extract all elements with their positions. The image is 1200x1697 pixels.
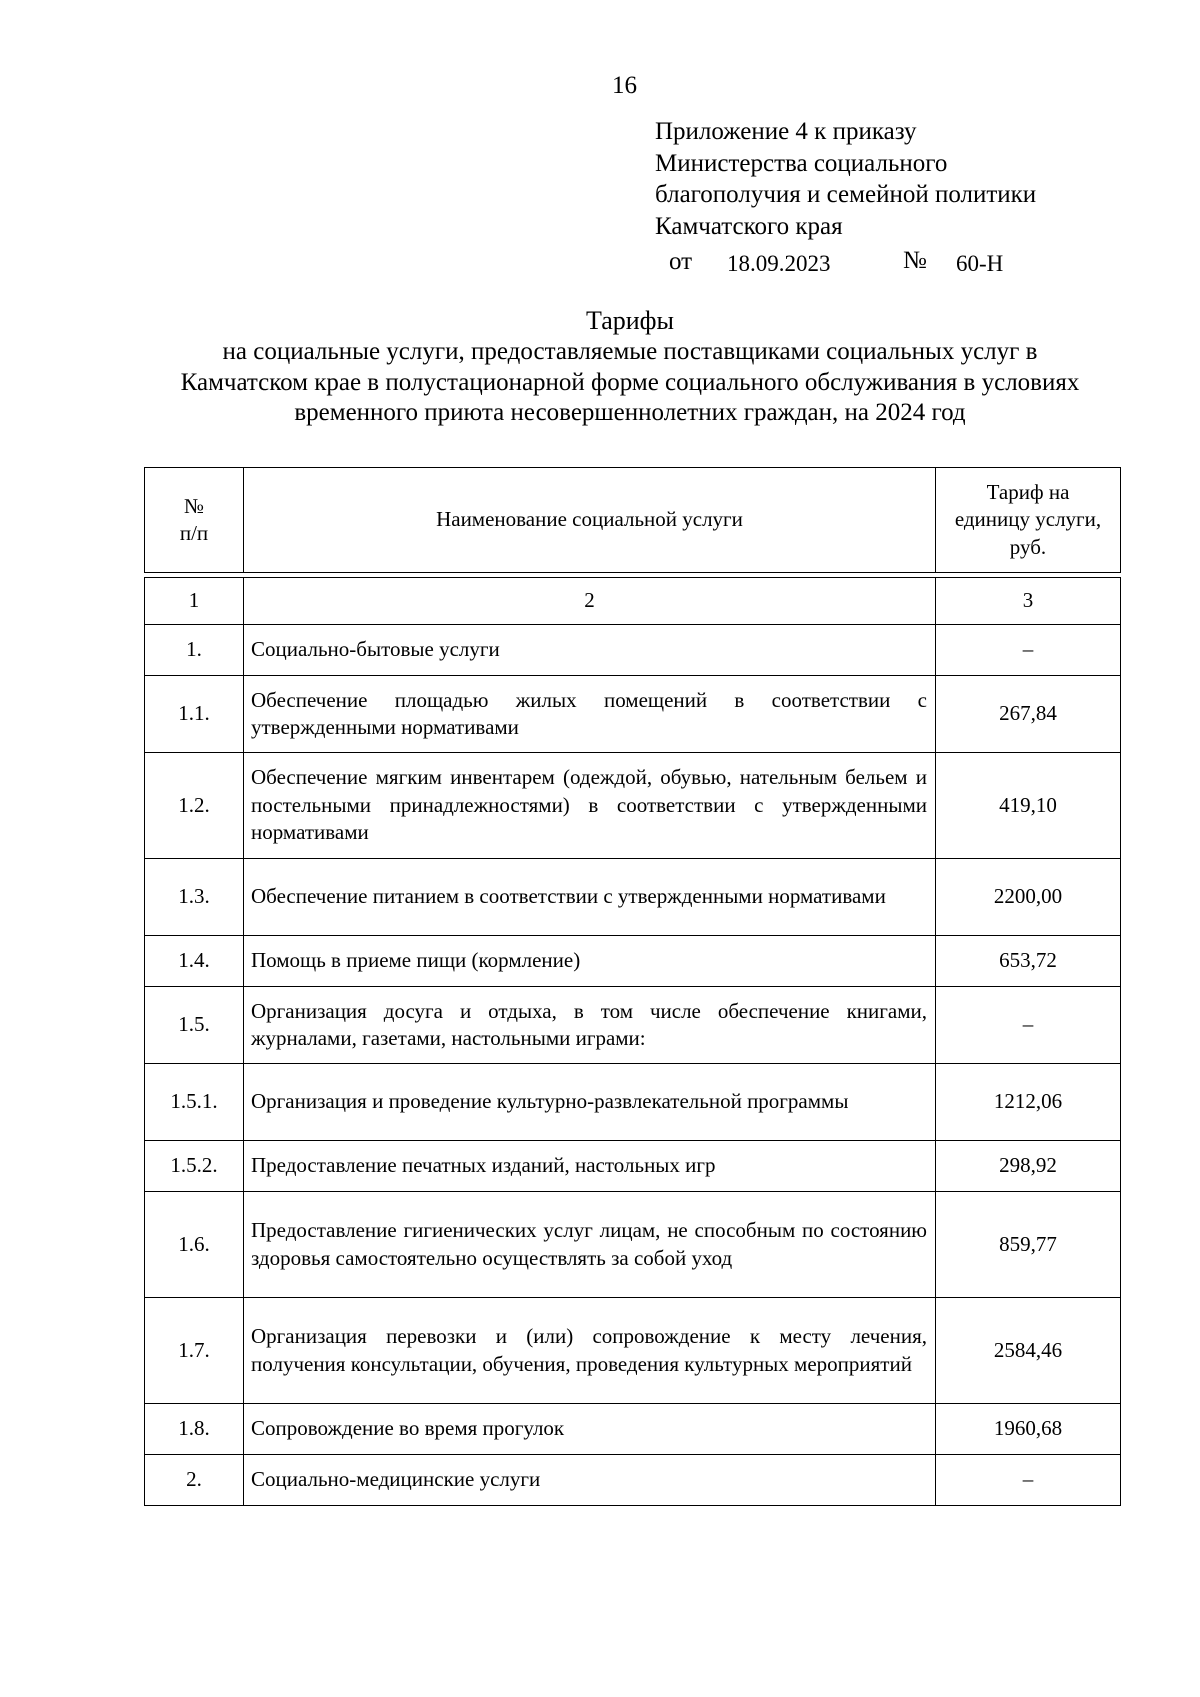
column-number-row <box>145 578 1121 625</box>
row-service-name: Помощь в приеме пищи (кормление) <box>244 936 936 987</box>
row-number: 1.2. <box>145 753 244 859</box>
table-row <box>145 1192 1121 1298</box>
row-price: 2584,46 <box>936 1298 1121 1404</box>
row-price: 298,92 <box>936 1141 1121 1192</box>
row-service-name: Обеспечение питанием в соответствии с утвержденными нормативами <box>244 859 936 936</box>
row-price: 2200,00 <box>936 859 1121 936</box>
appendix-line: благополучия и семейной политики <box>655 181 1037 208</box>
row-service-name: Предоставление гигиенических услуг лицам, не способным по состоянию здоровья самостоятельно осуществлять за собой уход <box>244 1192 936 1298</box>
row-service-name: Социально-медицинские услуги <box>244 1455 936 1506</box>
row-price: 267,84 <box>936 676 1121 753</box>
appendix-block <box>655 116 1036 242</box>
table-row <box>145 987 1121 1064</box>
order-date: 18.09.2023 <box>727 251 831 276</box>
order-number-sign: № <box>903 247 927 274</box>
row-price: – <box>936 1455 1121 1506</box>
appendix-line: Камчатского края <box>655 212 843 240</box>
table-header-row <box>145 468 1121 573</box>
table-row <box>145 859 1121 936</box>
row-price: 1960,68 <box>936 1404 1121 1455</box>
row-price: 419,10 <box>936 753 1121 859</box>
row-number: 1.6. <box>145 1192 244 1298</box>
document-subtitle: на социальные услуги, предоставляемые поставщиками социальных услуг в Камчатском крае в полустационарной форме социального обслуживания в условиях временного приюта несовершеннолетних граждан, на 2024 год <box>180 338 1080 426</box>
row-service-name: Обеспечение мягким инвентарем (одеждой, обувью, нательным бельем и постельными принадлежностями) в соответствии с утвержденными нормативами <box>244 753 936 859</box>
row-number: 1.5. <box>145 987 244 1064</box>
row-service-name: Предоставление печатных изданий, настольных игр <box>244 1141 936 1192</box>
row-service-name: Обеспечение площадью жилых помещений в соответствии с утвержденными нормативами <box>244 676 936 753</box>
row-number: 1.1. <box>145 676 244 753</box>
table-row <box>145 1298 1121 1404</box>
header-number <box>145 468 244 573</box>
row-number: 1.4. <box>145 936 244 987</box>
row-number: 1.3. <box>145 859 244 936</box>
row-service-name: Организация и проведение культурно-развлекательной программы <box>244 1064 936 1141</box>
table-row <box>145 676 1121 753</box>
row-number: 1.5.2. <box>145 1141 244 1192</box>
header-service-name: Наименование социальной услуги <box>244 468 936 573</box>
table-row <box>145 1064 1121 1141</box>
table-row <box>145 1455 1121 1506</box>
row-number: 1.7. <box>145 1298 244 1404</box>
header-price-line: единицу услуги, <box>954 507 1102 532</box>
tariff-table <box>144 467 1121 1506</box>
document-title: Тарифы <box>585 306 674 335</box>
row-price: 1212,06 <box>936 1064 1121 1141</box>
header-price-line: Тариф на <box>986 479 1070 504</box>
order-from-label: от <box>669 248 693 275</box>
table-row <box>145 1141 1121 1192</box>
row-number: 1.5.1. <box>145 1064 244 1141</box>
row-price: – <box>936 987 1121 1064</box>
row-price: 859,77 <box>936 1192 1121 1298</box>
header-number-line: № <box>183 493 205 518</box>
header-number-line: п/п <box>179 521 209 545</box>
table-row <box>145 1404 1121 1455</box>
table-row <box>145 753 1121 859</box>
appendix-line: Приложение 4 к приказу <box>655 118 917 145</box>
header-price-line: руб. <box>1009 534 1047 559</box>
row-number: 2. <box>145 1455 244 1506</box>
table-row <box>145 936 1121 987</box>
column-number: 3 <box>936 578 1121 625</box>
row-price: – <box>936 625 1121 676</box>
appendix-line: Министерства социального <box>655 149 948 177</box>
row-service-name: Организация перевозки и (или) сопровождение к месту лечения, получения консультации, обучения, проведения культурных мероприятий <box>244 1298 936 1404</box>
row-price: 653,72 <box>936 936 1121 987</box>
column-number: 1 <box>145 578 244 625</box>
header-price <box>936 468 1121 573</box>
page-number: 16 <box>612 72 637 99</box>
row-service-name: Сопровождение во время прогулок <box>244 1404 936 1455</box>
row-service-name: Социально-бытовые услуги <box>244 625 936 676</box>
column-number: 2 <box>244 578 936 625</box>
row-service-name: Организация досуга и отдыха, в том числе обеспечение книгами, журналами, газетами, настольными играми: <box>244 987 936 1064</box>
order-number: 60-Н <box>956 251 1004 276</box>
row-number: 1.8. <box>145 1404 244 1455</box>
table-row <box>145 625 1121 676</box>
row-number: 1. <box>145 625 244 676</box>
